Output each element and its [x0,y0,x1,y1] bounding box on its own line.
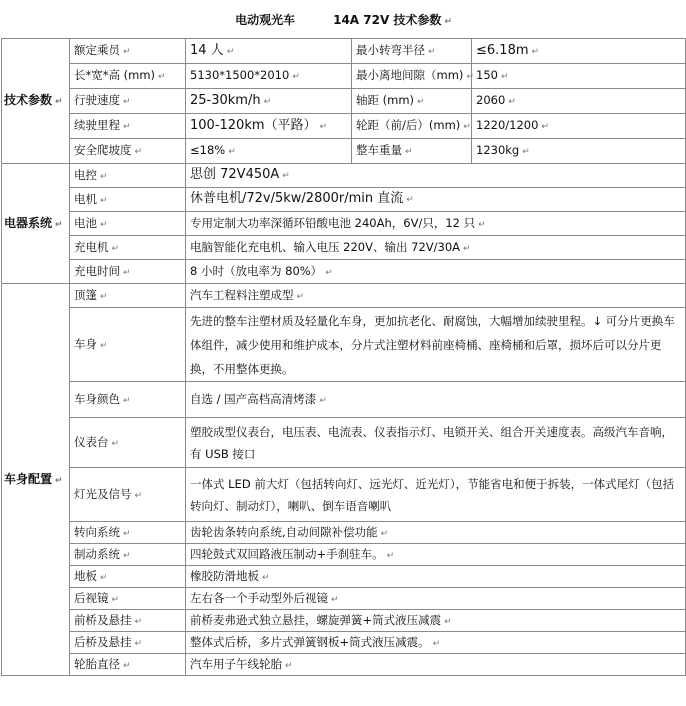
body-value: 汽车工程料注塑成型 ↵ [186,284,686,308]
body-row [2,654,686,676]
tech-value: 1230kg ↵ [472,139,686,164]
body-value: 自选 / 国产高档高清烤漆 ↵ [186,382,686,418]
tech-value: 5130*1500*2010 ↵ [186,64,352,89]
body-label: 灯光及信号 ↵ [70,468,186,522]
tech-label: 行驶速度 ↵ [70,89,186,114]
body-row [2,610,686,632]
body-value: 左右各一个手动型外后视镜 ↵ [186,588,686,610]
title-model: 14A 72V 技术参数 [333,13,442,27]
tech-label: 额定乘员 ↵ [70,39,186,64]
electric-row [2,260,686,284]
body-label: 车身颜色 ↵ [70,382,186,418]
body-label: 转向系统 ↵ [70,522,186,544]
body-value: 塑胶成型仪表台，电压表、电流表、仪表指示灯、电锁开关、组合开关速度表。高级汽车音响，有 USB 接口 [186,418,686,468]
section-tech: 技术参数 ↵ [2,39,70,164]
body-row [2,566,686,588]
body-value: 齿轮齿条转向系统,自动间隙补偿功能 ↵ [186,522,686,544]
electric-label: 电池 ↵ [70,212,186,236]
page-title: 电动观光车 14A 72V 技术参数 ↵ [2,4,686,39]
electric-row [2,236,686,260]
body-label: 后视镜 ↵ [70,588,186,610]
electric-row [2,188,686,212]
tech-label: 安全爬坡度 ↵ [70,139,186,164]
body-row [2,522,686,544]
electric-value: 电脑智能化充电机、输入电压 220V、输出 72V/30A ↵ [186,236,686,260]
title-name: 电动观光车 [235,13,296,27]
tech-value: 150 ↵ [472,64,686,89]
electric-row [2,212,686,236]
tech-value: 1220/1200 ↵ [472,114,686,139]
body-value: 一体式 LED 前大灯（包括转向灯、远光灯、近光灯），节能省电和便于拆装，一体式尾灯（包括转向灯、制动灯），喇叭、倒车语音喇叭 [186,468,686,522]
title-row [2,4,686,39]
tech-value: 2060 ↵ [472,89,686,114]
body-row [2,588,686,610]
spec-sheet [1,4,685,676]
electric-value: 思创 72V450A ↵ [186,164,686,188]
tech-row [2,64,686,89]
section-electric: 电器系统 ↵ [2,164,70,284]
body-row [2,284,686,308]
tech-label: 续驶里程 ↵ [70,114,186,139]
body-value: 前桥麦弗逊式独立悬挂，螺旋弹簧+筒式液压减震 ↵ [186,610,686,632]
electric-value: 休普电机/72v/5kw/2800r/min 直流 ↵ [186,188,686,212]
tech-label: 轮距（前/后）(mm) ↵ [352,114,472,139]
electric-value: 8 小时（放电率为 80%） ↵ [186,260,686,284]
body-value: 整体式后桥，多片式弹簧钢板+筒式液压减震。 ↵ [186,632,686,654]
body-value: 橡胶防滑地板 ↵ [186,566,686,588]
body-row [2,632,686,654]
body-label: 地板 ↵ [70,566,186,588]
body-label: 仪表台 ↵ [70,418,186,468]
electric-label: 充电时间 ↵ [70,260,186,284]
body-label: 车身 ↵ [70,308,186,382]
tech-value: ≤18% ↵ [186,139,352,164]
electric-label: 电机 ↵ [70,188,186,212]
body-label: 前桥及悬挂 ↵ [70,610,186,632]
body-label: 顶篷 ↵ [70,284,186,308]
electric-value: 专用定制大功率深循环铅酸电池 240Ah，6V/只，12 只 ↵ [186,212,686,236]
body-label: 轮胎直径 ↵ [70,654,186,676]
tech-label: 整车重量 ↵ [352,139,472,164]
tech-row [2,139,686,164]
body-value: 汽车用子午线轮胎 ↵ [186,654,686,676]
tech-row [2,39,686,64]
electric-label: 充电机 ↵ [70,236,186,260]
body-row [2,308,686,382]
tech-label: 最小离地间隙（mm) ↵ [352,64,472,89]
tech-value: 14 人 ↵ [186,39,352,64]
electric-row [2,164,686,188]
body-value: 先进的整车注塑材质及轻量化车身，更加抗老化、耐腐蚀，大幅增加续驶里程。↓ 可分片更换车体组件，减少使用和维护成本，分片式注塑材料前座椅桶、座椅桶和后罩，损坏后可以分片更换，不用整体更换。 [186,308,686,382]
tech-label: 轴距 (mm) ↵ [352,89,472,114]
body-label: 制动系统 ↵ [70,544,186,566]
body-label: 后桥及悬挂 ↵ [70,632,186,654]
tech-value: 25-30km/h ↵ [186,89,352,114]
body-row [2,544,686,566]
tech-value: 100-120km（平路） ↵ [186,114,352,139]
body-row [2,418,686,468]
section-body: 车身配置 ↵ [2,284,70,676]
tech-label: 长*宽*高 (mm) ↵ [70,64,186,89]
spec-table [1,4,686,676]
electric-label: 电控 ↵ [70,164,186,188]
body-row [2,468,686,522]
body-row [2,382,686,418]
tech-value: ≤6.18m ↵ [472,39,686,64]
body-value: 四轮鼓式双回路液压制动+手刹驻车。 ↵ [186,544,686,566]
tech-row [2,89,686,114]
tech-row [2,114,686,139]
tech-label: 最小转弯半径 ↵ [352,39,472,64]
